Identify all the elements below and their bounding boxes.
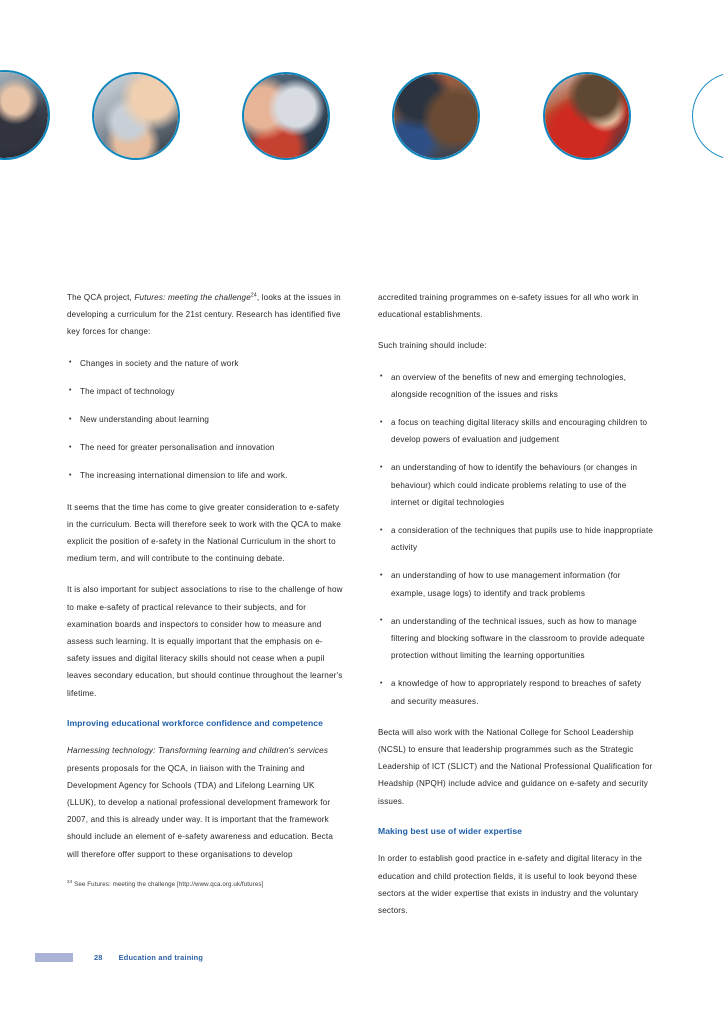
heading-making-best-use-of-wider-expertise: Making best use of wider expertise: [378, 825, 523, 836]
list-item: • a knowledge of how to appropriately respond to breaches of safety and security measures.: [378, 675, 654, 709]
footnote-number: 24: [67, 878, 73, 884]
photo-circle-girl-writing-at-desk: [543, 72, 631, 160]
right-paragraph-3: Becta will also work with the National College for School Leadership (NCSL) to ensure that leadership programmes such as the Strategic Leadership of ICT (SLICT) and the National Professional Qualification for Headship (NPQH) include advice and guidance on e-safety and security issues.: [378, 727, 653, 806]
photo-band: [0, 58, 723, 203]
right-paragraph-2: Such training should include:: [378, 341, 487, 351]
footnote: [67, 880, 367, 890]
left-paragraph-4-rest: presents proposals for the QCA, in liaison with the Training and Development Agency for Schools (TDA) and Lifelong Learning UK (LLUK), to develop a national professional development framework for 2007, and this is already under way. It is important that the framework should include an element of e-safety awareness and education. Becta will therefore offer support to these organisations to develop: [67, 763, 334, 859]
right-paragraph-4: In order to establish good practice in e-safety and digital literacy in the education and child protection fields, it is useful to look beyond these sectors at the wider expertise that exists in industry and the voluntary sectors.: [378, 854, 643, 915]
list-item: • an overview of the benefits of new and emerging technologies, alongside recognition of the issues and risks: [378, 369, 654, 403]
footnote-text: See Futures: meeting the challenge [http://www.qca.org.uk/futures]: [74, 881, 264, 888]
photo-circle-student-with-video-camera: [92, 72, 180, 160]
list-item: • The need for greater personalisation and innovation: [67, 439, 343, 456]
intro-paragraph: [67, 289, 343, 341]
harnessing-technology-title-italic: Harnessing technology: Transforming learning and children's services: [67, 746, 329, 756]
girl-writing-at-desk-image: [545, 74, 629, 158]
list-item: • an understanding of how to identify the behaviours (or changes in behaviour) which could indicate problems relating to use of the internet or digital technologies: [378, 459, 654, 511]
schoolgirl-with-camera-image: [0, 72, 48, 158]
list-item: • an understanding of how to use management information (for example, usage logs) to identify and track problems: [378, 567, 654, 601]
photo-circle-child-using-laptop: [392, 72, 480, 160]
futures-title-italic: Futures: meeting the challenge: [134, 293, 251, 302]
photo-circle-pupil-drawing-on-tablet: [242, 72, 330, 160]
footer-section-label: Education and training: [118, 953, 204, 962]
empty-circle-outline: [692, 72, 723, 160]
student-with-video-camera-image: [94, 74, 178, 158]
list-item: • a focus on teaching digital literacy skills and encouraging children to develop powers of evaluation and judgement: [378, 414, 654, 448]
page-footer: [35, 952, 203, 963]
pupil-drawing-on-tablet-image: [244, 74, 328, 158]
footer-accent-bar: [35, 953, 73, 962]
heading-improving-workforce-confidence: Improving educational workforce confidence and competence: [67, 717, 323, 728]
right-column: [378, 289, 654, 933]
training-should-include-list: [378, 369, 654, 710]
left-column: [67, 289, 343, 877]
footnote-marker-24: 24: [250, 292, 257, 299]
list-item: • The impact of technology: [67, 383, 343, 400]
photo-circle-schoolgirl-with-camera: [0, 70, 50, 160]
child-using-laptop-image: [394, 74, 478, 158]
list-item: • an understanding of the technical issues, such as how to manage filtering and blocking software in the classroom to provide adequate protection without limiting the learning opportunities: [378, 613, 654, 665]
list-item: • a consideration of the techniques that pupils use to hide inappropriate activity: [378, 522, 654, 556]
list-item: • Changes in society and the nature of work: [67, 355, 343, 372]
list-item: • The increasing international dimension to life and work.: [67, 467, 343, 484]
left-paragraph-4: [67, 742, 343, 862]
left-paragraph-3: It is also important for subject associations to rise to the challenge of how to make e-safety of practical relevance to their subjects, and for examination boards and inspectors to consider how to measure and assess such learning. It is equally important that the emphasis on e-safety issues and digital literacy skills should not cease when a pupil leaves secondary education, but should continue throughout the learner's lifetime.: [67, 585, 343, 698]
forces-for-change-list: [67, 355, 343, 485]
left-paragraph-2: It seems that the time has come to give greater consideration to e-safety in the curriculum. Becta will therefore seek to work with the QCA to make explicit the position of e-safety in the National Curriculum in the short to medium term, and will contribute to the continuing debate.: [67, 502, 342, 564]
list-item: • New understanding about learning: [67, 411, 343, 428]
intro-before-italic: The QCA project,: [67, 293, 135, 302]
intro-after-italic: , looks at the issues in developing a curriculum for the 21st century. Research has identified five key forces for change:: [67, 293, 341, 337]
right-paragraph-1: accredited training programmes on e-safety issues for all who work in educational establishments.: [378, 293, 639, 320]
page-number: 28: [94, 953, 103, 962]
